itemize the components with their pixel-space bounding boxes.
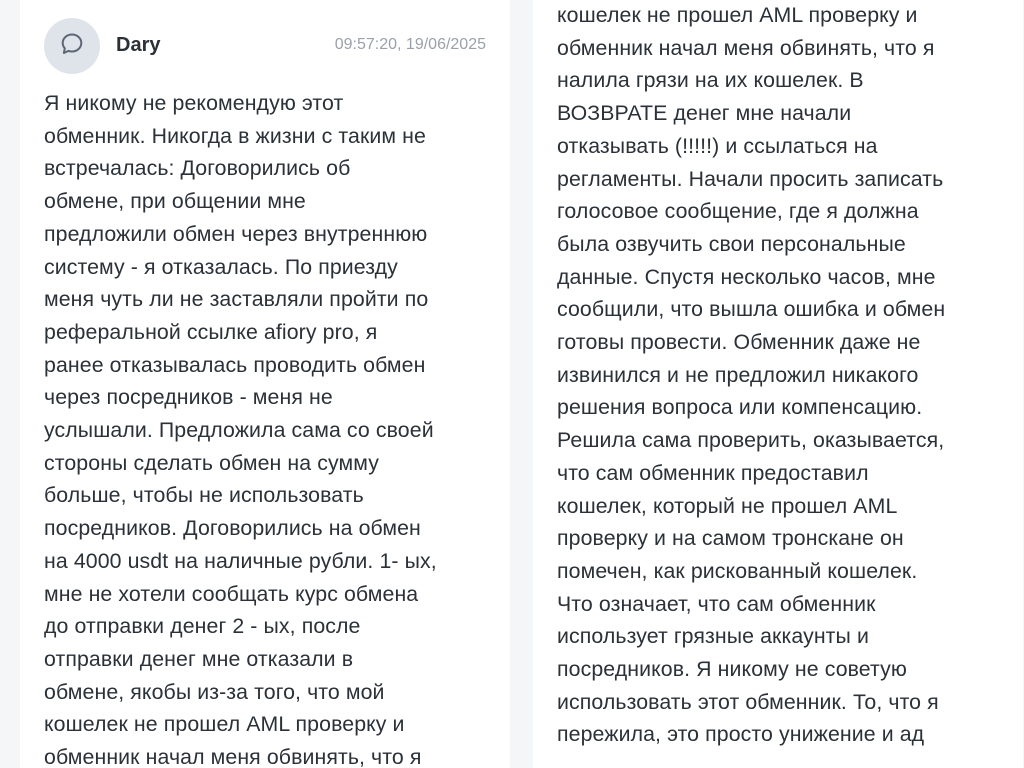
review-text-line: Что означает, что сам обменник [557,591,876,616]
review-text-line: встречалась: Договорились об [44,156,351,181]
review-text-line: отказывать (!!!!!) и ссылаться на [557,133,878,158]
review-text-line: на 4000 usdt на наличные рубли. 1- ых, [44,548,437,573]
review-text-line: регламенты. Начали просить записать [557,166,944,191]
review-text-line: готовы провести. Обменник даже не [557,330,921,355]
review-text-line: налила грязи на их кошелек. В [557,68,864,93]
review-text-line: Я никому не рекомендую этот [44,91,344,115]
review-text-line: ранее отказывалась проводить обмен [44,352,426,377]
review-text-line: обменник начал меня обвинять, что я [44,745,422,768]
review-text-line: Решила сама проверить, оказывается, [557,428,945,453]
review-text-line: была озвучить свои персональные [557,231,906,256]
review-text-line: систему - я отказалась. По приезду [44,254,398,279]
review-card-left [20,0,510,768]
chat-bubble-icon [58,30,86,63]
review-text-line: меня чуть ли не заставляли пройти по [44,287,429,312]
review-header [44,18,490,74]
review-text-line: больше, чтобы не использовать [44,483,364,508]
review-text-line: стороны сделать обмен на сумму [44,450,379,475]
review-text-line: реферальной ссылке afiory pro, я [44,319,378,344]
review-text-line: проверку и на самом тронскане он [557,526,904,551]
review-text-line: кошелек не прошел AML проверку и [557,3,918,27]
review-text-line: мне не хотели сообщать курс обмена [44,581,419,606]
review-text-line: обмене, при общении мне [44,189,306,214]
review-text-line: через посредников - меня не [44,385,333,410]
review-text-line: обмене, якобы из-за того, что мой [44,679,385,704]
review-text-line: использовать этот обменник. То, что я [557,689,939,714]
review-text-right [557,0,1003,751]
review-text-line: обменник. Никогда в жизни с таким не [44,123,426,148]
review-text-line: помечен, как рискованный кошелек. [557,558,918,583]
review-text-line: посредников. Договорились на обмен [44,516,421,541]
review-text-line: ВОЗВРАТЕ денег мне начали [557,101,852,126]
review-text-line: до отправки денег 2 - ых, после [44,614,361,639]
review-text-line: что сам обменник предоставил [557,460,869,485]
review-text-line: использует грязные аккаунты и [557,624,869,649]
review-text-left [44,87,490,768]
author-name: Dary [116,34,161,56]
review-text-line: извинился и не предложил никакого [557,362,919,387]
review-text-line: кошелек не прошел AML проверку и [44,712,405,737]
review-text-line: данные. Спустя несколько часов, мне [557,264,936,289]
review-text-line: отправки денег мне отказали в [44,646,354,671]
review-text-line: услышали. Предложила сама со своей [44,418,434,443]
review-text-line: предложили обмен через внутреннюю [44,221,428,246]
review-text-line: кошелек, который не прошел AML [557,493,898,518]
review-text-line: решения вопроса или компенсацию. [557,395,923,420]
review-text-line: пережила, это просто унижение и ад [557,722,925,747]
review-text-line: голосовое сообщение, где я должна [557,199,919,224]
review-text-line: сообщили, что вышла ошибка и обмен [557,297,946,322]
review-card-right [533,0,1023,768]
avatar[interactable] [44,18,100,74]
review-text-line: обменник начал меня обвинять, что я [557,35,935,60]
review-text-line: посредников. Я никому не советую [557,657,907,682]
review-timestamp: 09:57:20, 19/06/2025 [334,36,486,53]
